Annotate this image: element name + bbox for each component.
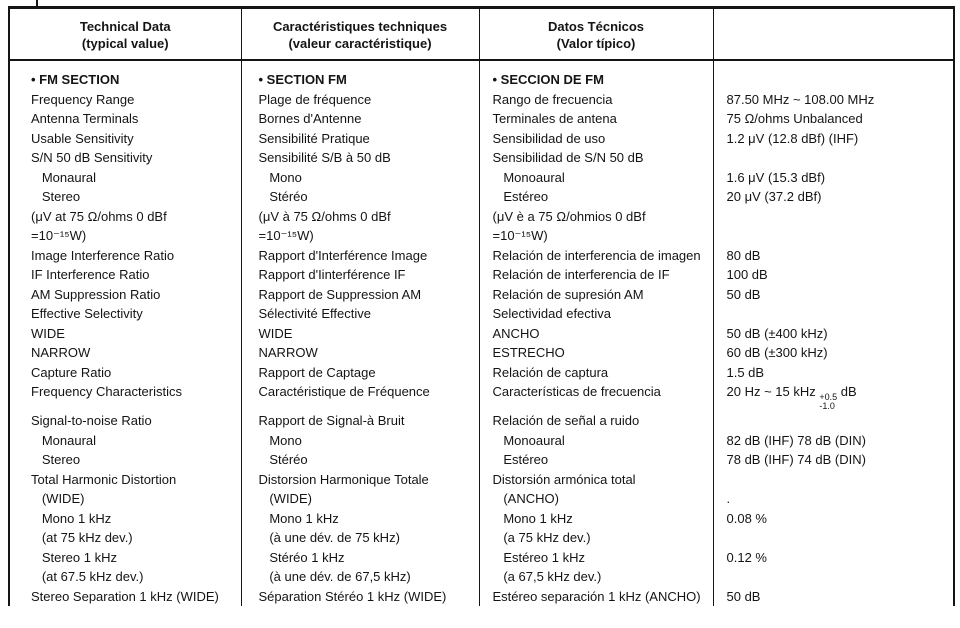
spec-cell: Monaural <box>31 432 97 448</box>
spec-cell: Rapport d'Iinterférence IF <box>241 265 479 285</box>
spec-cell: 0.12 % <box>713 548 954 568</box>
spec-cell: Mono 1 kHz <box>241 509 479 529</box>
table-row <box>9 187 954 207</box>
spec-cell: (ANCHO) <box>479 489 713 509</box>
spec-cell: 50 dB <box>713 587 954 607</box>
spec-table-body <box>9 60 954 606</box>
spec-cell: Stereo <box>31 452 81 467</box>
spec-cell: Frequency Characteristics <box>31 384 182 399</box>
spec-cell: Estéreo 1 kHz <box>479 548 713 568</box>
table-row <box>9 109 954 129</box>
spec-sheet <box>8 6 953 606</box>
spec-cell: Usable Sensitivity <box>31 130 134 146</box>
spec-cell: Sélectivité Effective <box>241 304 479 324</box>
spec-cell: NARROW <box>241 343 479 363</box>
table-row <box>9 587 954 607</box>
spec-cell: Estéreo separación 1 kHz (ANCHO) <box>479 587 713 607</box>
header-subtitle-french: (valeur caractéristique) <box>288 36 432 51</box>
spec-cell: Terminales de antena <box>479 109 713 129</box>
spec-cell: 20 μV (37.2 dBf) <box>713 187 954 207</box>
spec-cell: 1.2 μV (12.8 dBf) (IHF) <box>713 129 954 149</box>
table-row <box>9 265 954 285</box>
value-text-pre: 20 Hz ~ 15 kHz <box>726 384 820 399</box>
spec-cell: NARROW <box>31 345 91 360</box>
spec-cell: Relación de interferencia de imagen <box>479 246 713 266</box>
table-row <box>9 90 954 110</box>
spec-cell: Effective Selectivity <box>31 306 143 321</box>
spec-cell: 87.50 MHz ~ 108.00 MHz <box>713 90 954 110</box>
table-row <box>9 509 954 529</box>
spec-cell <box>713 148 954 168</box>
spec-cell: Monoaural <box>479 168 713 188</box>
table-row <box>9 60 954 90</box>
spec-cell: AM Suppression Ratio <box>31 286 161 302</box>
spec-cell: ESTRECHO <box>479 343 713 363</box>
spec-cell: Rapport d'Interférence Image <box>241 246 479 266</box>
spec-cell: Capture Ratio <box>31 364 112 380</box>
table-row <box>9 226 954 246</box>
table-row <box>9 548 954 568</box>
spec-cell: Antenna Terminals <box>31 111 139 126</box>
spec-cell: Plage de fréquence <box>241 90 479 110</box>
table-row <box>9 528 954 548</box>
spec-cell: Bornes d'Antenne <box>241 109 479 129</box>
spec-cell <box>713 411 954 431</box>
spec-cell: (WIDE) <box>241 489 479 509</box>
spec-cell <box>713 226 954 246</box>
header-title-french: Caractéristiques techniques <box>272 19 448 34</box>
spec-cell: Image Interference Ratio <box>31 247 175 263</box>
spec-cell: Mono <box>241 168 479 188</box>
header-cell-spanish <box>479 8 713 61</box>
spec-cell: • SECCION DE FM <box>479 60 713 90</box>
header-row <box>9 8 954 61</box>
spec-cell: =10⁻¹⁵W) <box>241 226 479 246</box>
spec-cell: Rango de frecuencia <box>479 90 713 110</box>
spec-cell: (at 75 kHz dev.) <box>31 530 133 545</box>
spec-cell: (à une dév. de 75 kHz) <box>241 528 479 548</box>
tolerance-lower: -1.0 <box>819 401 835 411</box>
spec-cell: . <box>713 489 954 509</box>
header-cell-values <box>713 8 954 61</box>
header-subtitle-spanish: (Valor típico) <box>556 36 636 51</box>
table-row <box>9 363 954 383</box>
spec-cell: 82 dB (IHF) 78 dB (DIN) <box>713 431 954 451</box>
spec-cell: Sensibilidad de S/N 50 dB <box>479 148 713 168</box>
header-subtitle-english: (typical value) <box>81 36 169 51</box>
spec-table-header <box>9 8 954 61</box>
spec-cell: Rapport de Suppression AM <box>241 285 479 305</box>
spec-cell: (WIDE) <box>31 491 85 506</box>
spec-cell: Caractéristique de Fréquence <box>241 382 479 411</box>
spec-cell: Monaural <box>31 169 97 185</box>
table-row <box>9 148 954 168</box>
table-row <box>9 168 954 188</box>
spec-cell: Relación de señal a ruido <box>479 411 713 431</box>
table-row <box>9 246 954 266</box>
spec-cell: IF Interference Ratio <box>31 267 150 282</box>
spec-cell: Stéréo 1 kHz <box>241 548 479 568</box>
table-row <box>9 470 954 490</box>
spec-cell: Stereo <box>31 189 81 204</box>
spec-cell: 50 dB (±400 kHz) <box>713 324 954 344</box>
header-cell-french <box>241 8 479 61</box>
spec-cell: Stéréo <box>241 187 479 207</box>
tolerance-stack <box>819 393 837 411</box>
spec-cell: ANCHO <box>479 324 713 344</box>
spec-cell: • SECTION FM <box>241 60 479 90</box>
spec-cell: Frequency Range <box>31 91 135 107</box>
spec-cell: 100 dB <box>713 265 954 285</box>
spec-cell <box>713 382 954 411</box>
spec-table <box>8 6 955 606</box>
table-row <box>9 207 954 227</box>
spec-cell: 78 dB (IHF) 74 dB (DIN) <box>713 450 954 470</box>
spec-cell: Características de frecuencia <box>479 382 713 411</box>
spec-cell: Rapport de Signal-à Bruit <box>241 411 479 431</box>
spec-cell <box>713 207 954 227</box>
spec-cell: Séparation Stéréo 1 kHz (WIDE) <box>241 587 479 607</box>
spec-cell: Monoaural <box>479 431 713 451</box>
table-row <box>9 343 954 363</box>
spec-cell: (μV è a 75 Ω/ohmios 0 dBf <box>479 207 713 227</box>
spec-cell: Sensibilité Pratique <box>241 129 479 149</box>
spec-cell: (a 75 kHz dev.) <box>479 528 713 548</box>
spec-cell: Sensibilidad de uso <box>479 129 713 149</box>
spec-cell: Stereo 1 kHz <box>31 549 117 565</box>
spec-cell: Selectividad efectiva <box>479 304 713 324</box>
spec-cell: 0.08 % <box>713 509 954 529</box>
table-row <box>9 304 954 324</box>
table-row <box>9 285 954 305</box>
table-row <box>9 382 954 411</box>
spec-cell: WIDE <box>31 325 65 341</box>
spec-cell: (à une dév. de 67,5 kHz) <box>241 567 479 587</box>
spec-cell: Relación de supresión AM <box>479 285 713 305</box>
spec-cell: Mono 1 kHz <box>31 510 112 526</box>
spec-cell: (at 67.5 kHz dev.) <box>31 569 144 584</box>
value-text-post: dB <box>837 384 857 399</box>
spec-cell: Signal-to-noise Ratio <box>31 413 152 428</box>
tolerance-upper: +0.5 <box>819 392 838 402</box>
spec-cell <box>713 528 954 548</box>
spec-cell: Relación de captura <box>479 363 713 383</box>
spec-cell: 1.6 μV (15.3 dBf) <box>713 168 954 188</box>
table-row <box>9 450 954 470</box>
spec-cell: S/N 50 dB Sensitivity <box>31 150 153 165</box>
spec-cell: =10⁻¹⁵W) <box>31 228 87 243</box>
spec-cell: (a 67,5 kHz dev.) <box>479 567 713 587</box>
table-row <box>9 489 954 509</box>
header-cell-english <box>9 8 241 61</box>
header-title-spanish: Datos Técnicos <box>547 19 645 34</box>
spec-cell: Stéréo <box>241 450 479 470</box>
spec-cell: Relación de interferencia de IF <box>479 265 713 285</box>
table-row <box>9 324 954 344</box>
spec-cell: =10⁻¹⁵W) <box>479 226 713 246</box>
spec-cell: Distorsion Harmonique Totale <box>241 470 479 490</box>
spec-cell: 75 Ω/ohms Unbalanced <box>713 109 954 129</box>
spec-cell: Estéreo <box>479 187 713 207</box>
spec-cell: 50 dB <box>713 285 954 305</box>
spec-cell: Distorsión armónica total <box>479 470 713 490</box>
spec-cell <box>713 304 954 324</box>
spec-cell: Rapport de Captage <box>241 363 479 383</box>
table-row <box>9 411 954 431</box>
spec-cell: • FM SECTION <box>31 72 120 87</box>
header-title-english: Technical Data <box>79 19 171 34</box>
spec-cell <box>713 60 954 90</box>
spec-cell: (μV at 75 Ω/ohms 0 dBf <box>31 208 167 224</box>
spec-cell: Stereo Separation 1 kHz (WIDE) <box>31 588 219 604</box>
table-row <box>9 129 954 149</box>
spec-cell: Mono <box>241 431 479 451</box>
spec-cell: WIDE <box>241 324 479 344</box>
spec-cell: Total Harmonic Distortion <box>31 471 177 487</box>
spec-cell: Sensibilité S/B à 50 dB <box>241 148 479 168</box>
spec-cell: Estéreo <box>479 450 713 470</box>
spec-cell: 60 dB (±300 kHz) <box>713 343 954 363</box>
spec-cell <box>713 567 954 587</box>
table-row <box>9 431 954 451</box>
spec-cell: 80 dB <box>713 246 954 266</box>
spec-cell: 1.5 dB <box>713 363 954 383</box>
table-row <box>9 567 954 587</box>
spec-cell <box>713 470 954 490</box>
spec-cell: Mono 1 kHz <box>479 509 713 529</box>
spec-cell: (μV à 75 Ω/ohms 0 dBf <box>241 207 479 227</box>
